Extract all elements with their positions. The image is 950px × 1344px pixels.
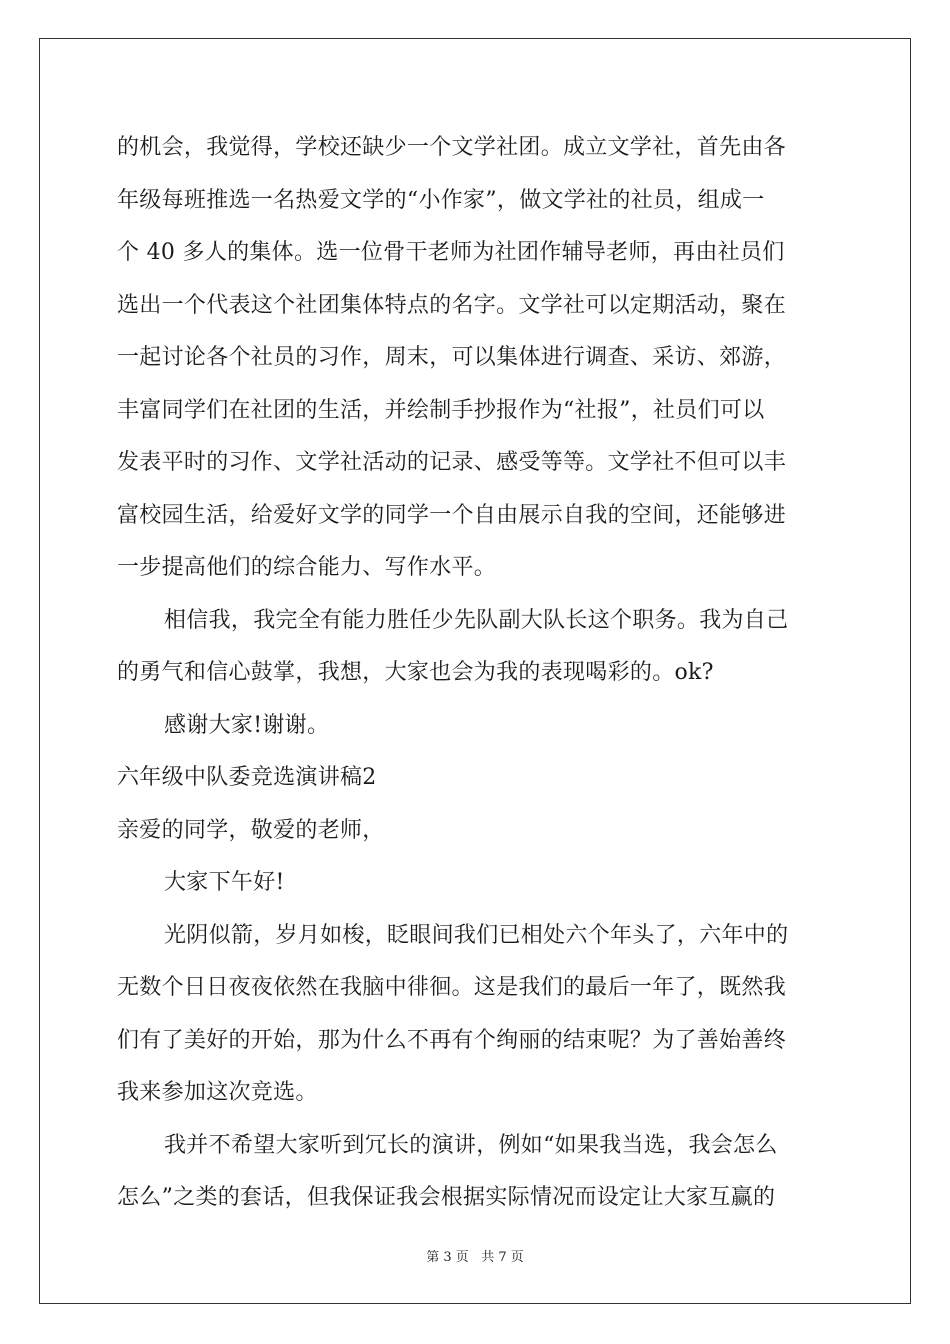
text-line: 我来参加这次竞选。 bbox=[117, 1080, 318, 1105]
page-number-footer: 第 3 页 共 7 页 bbox=[426, 1250, 524, 1265]
text-line: 个 40 多人的集体。选一位骨干老师为社团作辅导老师，再由社员们 bbox=[117, 240, 785, 265]
text-line: 一起讨论各个社员的习作，周末，可以集体进行调查、采访、郊游， bbox=[117, 345, 787, 370]
paragraph-first-line: 感谢大家!谢谢。 bbox=[164, 712, 330, 738]
section-heading: 六年级中队委竞选演讲稿2 bbox=[117, 765, 377, 790]
document-body bbox=[117, 122, 837, 1225]
text-line: 怎么”之类的套话，但我保证我会根据实际情况而设定让大家互赢的 bbox=[117, 1185, 776, 1210]
text-line: 丰富同学们在社团的生活，并绘制手抄报作为“社报”，社员们可以 bbox=[117, 397, 765, 423]
text-line: 一步提高他们的综合能力、写作水平。 bbox=[117, 555, 497, 580]
text-line: 富校园生活，给爱好文学的同学一个自由展示自我的空间，还能够进 bbox=[117, 502, 787, 528]
text-line: 的勇气和信心鼓掌，我想，大家也会为我的表现喝彩的。ok? bbox=[117, 660, 714, 685]
text-line: 年级每班推选一名热爱文学的“小作家”，做文学社的社员，组成一 bbox=[117, 187, 765, 213]
salutation: 亲爱的同学，敬爱的老师， bbox=[117, 817, 385, 843]
greeting: 大家下午好! bbox=[164, 870, 285, 895]
text-line: 的机会，我觉得，学校还缺少一个文学社团。成立文学社，首先由各 bbox=[117, 135, 787, 160]
text-line: 们有了美好的开始，那为什么不再有个绚丽的结束呢？为了善始善终 bbox=[117, 1027, 787, 1053]
text-line: 发表平时的习作、文学社活动的记录、感受等等。文学社不但可以丰 bbox=[117, 450, 787, 475]
text-line: 选出一个代表这个社团集体特点的名字。文学社可以定期活动，聚在 bbox=[117, 292, 787, 318]
paragraph-first-line: 我并不希望大家听到冗长的演讲，例如“如果我当选，我会怎么 bbox=[164, 1132, 778, 1158]
paragraph-first-line: 光阴似箭，岁月如梭，眨眼间我们已相处六个年头了，六年中的 bbox=[164, 922, 789, 948]
paragraph-first-line: 相信我，我完全有能力胜任少先队副大队长这个职务。我为自己 bbox=[164, 607, 789, 633]
text-line: 无数个日日夜夜依然在我脑中徘徊。这是我们的最后一年了，既然我 bbox=[117, 975, 787, 1000]
